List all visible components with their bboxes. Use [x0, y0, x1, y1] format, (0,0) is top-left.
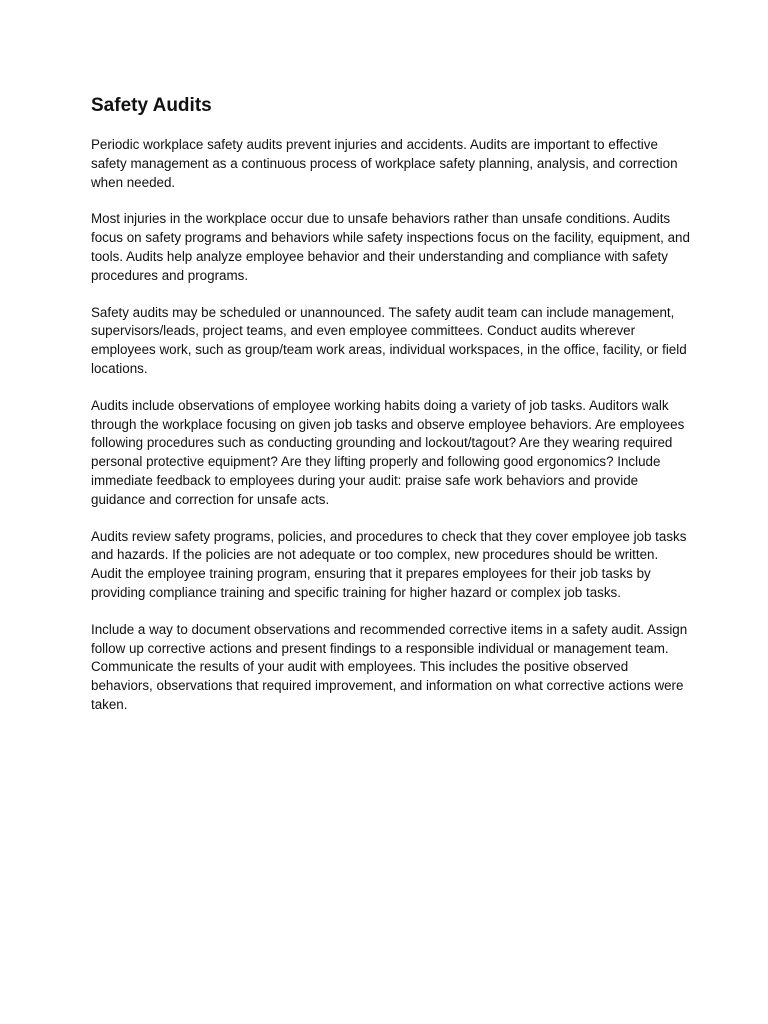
- document-title: Safety Audits: [91, 95, 212, 116]
- paragraph-5: Audits review safety programs, policies, and procedures to check that they cover employee job tasks and hazards. If the policies are not adequate or too complex, new procedures should be written. Audit the employee training program, ensuring that it prepares employees for their job tasks by providing compliance training and specific training for higher hazard or complex job tasks.: [91, 528, 687, 600]
- document-body: [91, 94, 691, 733]
- paragraph-4: Audits include observations of employee working habits doing a variety of job tasks. Auditors walk through the workplace focusing on given job tasks and observe employee behaviors. Are employees following procedures such as conducting grounding and lockout/tagout? Are they wearing required personal protective equipment? Are they lifting properly and following good ergonomics? Include immediate feedback to employees during your audit: praise safe work behaviors and provide guidance and correction for unsafe acts.: [91, 397, 685, 507]
- paragraph-1: Periodic workplace safety audits prevent injuries and accidents. Audits are important to effective safety management as a continuous process of workplace safety planning, analysis, and correction when needed.: [91, 137, 678, 190]
- paragraph-2: Most injuries in the workplace occur due to unsafe behaviors rather than unsafe conditions. Audits focus on safety programs and behaviors while safety inspections focus on the facility, equipment, and tools. Audits help analyze employee behavior and their understanding and compliance with safety procedures and programs.: [91, 211, 690, 283]
- paragraph-6: Include a way to document observations and recommended corrective items in a safety audit. Assign follow up corrective actions and present findings to a responsible individual or management team. Communicate the results of your audit with employees. This includes the positive observed behaviors, observations that required improvement, and information on what corrective actions were taken.: [91, 621, 688, 712]
- paragraph-3: Safety audits may be scheduled or unannounced. The safety audit team can include management, supervisors/leads, project teams, and even employee committees. Conduct audits wherever employees work, such as group/team work areas, individual workspaces, in the office, facility, or field locations.: [91, 304, 687, 376]
